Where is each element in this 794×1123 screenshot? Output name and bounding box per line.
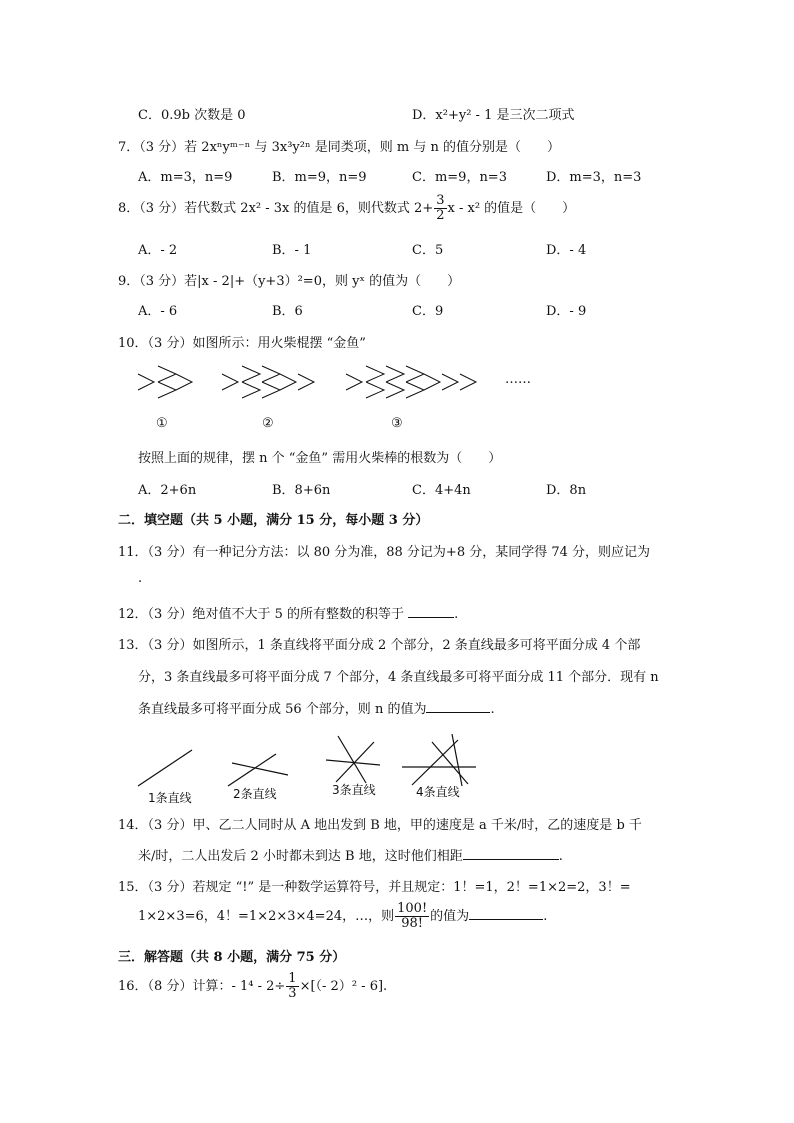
- q10-stem: 10．（3 分）如图所示：用火柴棍摆 “金鱼”: [118, 336, 366, 351]
- q10-option-d: D．8n: [546, 483, 587, 498]
- q7-option-a: A．m=3，n=9: [138, 170, 233, 185]
- q11-line-1: 11．（3 分）有一种记分方法：以 80 分为准，88 分记为+8 分，某同学得 74 分，则应记为: [118, 545, 651, 560]
- q13-end: .: [490, 702, 495, 717]
- q15-end: .: [543, 909, 548, 924]
- q7-option-b: B．m=9，n=9: [272, 170, 367, 185]
- q15-answer-blank[interactable]: [469, 907, 543, 920]
- q14-line-2: [138, 845, 563, 864]
- q13-line-1: 13．（3 分）如图所示，1 条直线将平面分成 2 个部分，2 条直线最多可将平面分成 4 个部: [118, 638, 641, 653]
- q8-stem-post: x - x² 的值是（ ）: [447, 201, 576, 216]
- q16-text-post: ×[（- 2）² - 6].: [299, 979, 388, 994]
- q15-fraction: [395, 902, 429, 931]
- q13-text: 条直线最多可将平面分成 56 个部分，则 n 的值为: [138, 702, 427, 717]
- caption-two-lines: 2条直线: [233, 787, 277, 801]
- q10-label-3: ③: [391, 416, 403, 431]
- q10-option-b: B．8+6n: [272, 483, 331, 498]
- q16-numerator: 1: [288, 971, 297, 986]
- q10-ellipsis: ……: [505, 372, 531, 387]
- q15-denominator: 98!: [401, 916, 424, 931]
- section-2-heading: 二．填空题（共 5 小题，满分 15 分，每小题 3 分）: [118, 513, 429, 528]
- q10-question: 按照上面的规律，摆 n 个 “金鱼” 需用火柴棒的根数为（ ）: [138, 451, 502, 466]
- q9-option-d: D．- 9: [546, 304, 587, 319]
- q7-option-c: C．m=9，n=3: [412, 170, 507, 185]
- q16-text-pre: 16．（8 分）计算：- 1⁴ - 2÷: [118, 979, 286, 994]
- q13-line-2: 分，3 条直线最多可将平面分成 7 个部分，4 条直线最多可将平面分成 11 个部分．现有 n: [138, 670, 659, 685]
- q8-option-a: A．- 2: [138, 243, 178, 258]
- q14-answer-blank[interactable]: [463, 847, 559, 860]
- q15-text-pre: 1×2×3=6，4！=1×2×3×4=24，…，则: [138, 909, 395, 924]
- q7-option-d: D．m=3，n=3: [546, 170, 642, 185]
- q6-option-d: D．x²+y² - 1 是三次二项式: [412, 108, 575, 123]
- q9-option-c: C．9: [412, 304, 444, 319]
- two-lines-diagram: [228, 754, 288, 786]
- q9-stem: 9．（3 分）若|x - 2|+（y+3）²=0，则 yˣ 的值为（ ）: [118, 274, 461, 289]
- four-lines-diagram: [402, 734, 476, 786]
- three-lines-diagram: [326, 736, 380, 783]
- q7-stem: 7．（3 分）若 2xⁿyᵐ⁻ⁿ 与 3x³y²ⁿ 是同类项，则 m 与 n 的值分别是（ ）: [118, 140, 560, 155]
- q8-option-c: C．5: [412, 243, 444, 258]
- q10-label-1: ①: [156, 416, 168, 431]
- q14-line-1: 14．（3 分）甲、乙二人同时从 A 地出发到 B 地，甲的速度是 a 千米/时，乙的速度是 b 千: [118, 818, 642, 833]
- q12-text: 12．（3 分）绝对值不大于 5 的所有整数的积等于: [118, 607, 404, 622]
- q10-label-2: ②: [262, 416, 274, 431]
- q8-denominator: 2: [436, 208, 445, 223]
- section-3-heading: 三．解答题（共 8 小题，满分 75 分）: [118, 950, 346, 965]
- q16-denominator: 3: [288, 986, 297, 1001]
- caption-one-line: 1条直线: [148, 791, 192, 805]
- q10-option-a: A．2+6n: [138, 483, 197, 498]
- q9-option-a: A．- 6: [138, 304, 178, 319]
- q12-end: .: [454, 607, 459, 622]
- q15-numerator: 100!: [397, 901, 428, 916]
- q15-line-1: 15．（3 分）若规定 “!” 是一种数学运算符号，并且规定：1！=1，2！=1×2=2，3！=: [118, 880, 631, 895]
- q14-text: 米/时，二人出发后 2 小时都未到达 B 地，这时他们相距: [138, 849, 463, 864]
- q15-line-2: [138, 901, 547, 933]
- q14-end: .: [558, 849, 563, 864]
- one-line-diagram: [138, 750, 192, 786]
- q10-option-c: C．4+4n: [412, 483, 471, 498]
- q15-text-post: 的值为: [430, 909, 470, 924]
- q16-fraction: [286, 972, 298, 1001]
- q9-option-b: B．6: [272, 304, 303, 319]
- q11-line-2: .: [138, 571, 143, 586]
- q6-option-c: C．0.9b 次数是 0: [138, 108, 246, 123]
- caption-four-lines: 4条直线: [416, 785, 460, 799]
- q16-stem: [118, 972, 387, 1002]
- q8-option-d: D．- 4: [546, 243, 587, 258]
- q8-stem-pre: 8．（3 分）若代数式 2x² - 3x 的值是 6，则代数式 2+: [118, 201, 434, 216]
- caption-three-lines: 3条直线: [332, 783, 376, 797]
- q8-numerator: 3: [436, 193, 445, 208]
- q8-option-b: B．- 1: [272, 243, 312, 258]
